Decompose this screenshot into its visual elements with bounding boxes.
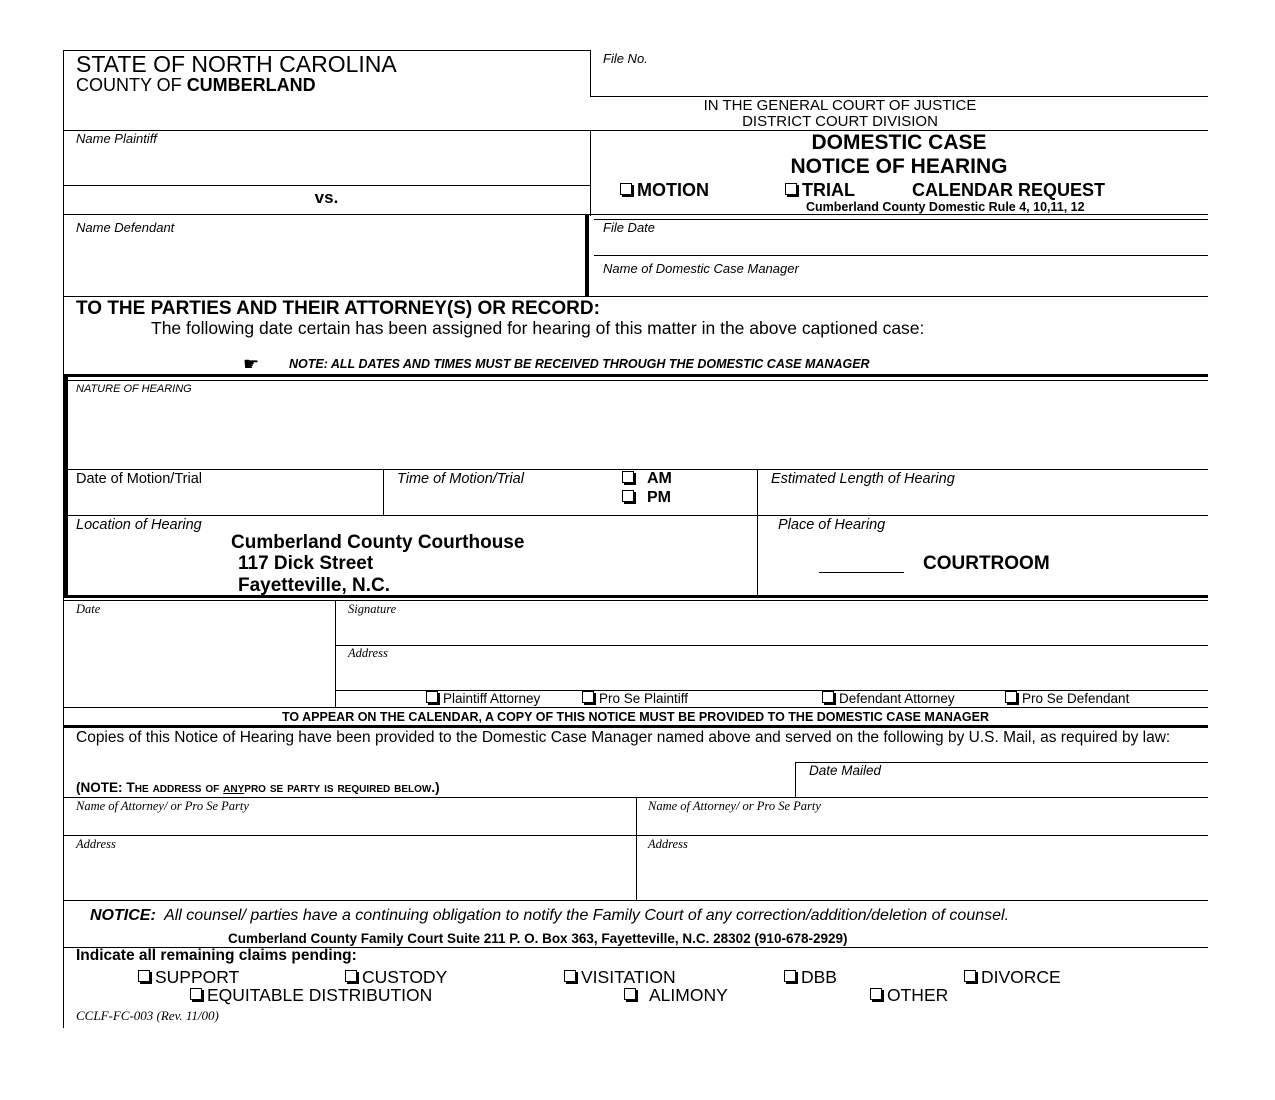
divider (63, 185, 590, 186)
title-line-1: DOMESTIC CASE (811, 131, 987, 154)
other-checkbox[interactable] (870, 988, 882, 1000)
visitation-checkbox[interactable] (564, 970, 576, 982)
attorney-name-label-left: Name of Attorney/ or Pro Se Party (76, 799, 249, 813)
claim-visitation[interactable]: VISITATION (564, 967, 676, 988)
plaintiff-label: Name Plaintiff (76, 131, 157, 146)
equitable-distribution-checkbox[interactable] (190, 988, 202, 1000)
motion-option[interactable]: MOTION (620, 180, 709, 201)
attorney-name-label-right: Name of Attorney/ or Pro Se Party (648, 799, 821, 813)
nature-label: NATURE OF HEARING (76, 383, 192, 395)
calendar-request-label: CALENDAR REQUEST (912, 180, 1106, 200)
file-date-label: File Date (603, 220, 656, 235)
attorney-address-label-left: Address (76, 837, 116, 851)
county-line (76, 75, 316, 96)
pro-se-defendant-checkbox[interactable] (1005, 691, 1017, 703)
pointing-hand-icon: ☛ (243, 354, 260, 374)
pro-se-note: (NOTE: The address of anypro se party is required below.) (76, 779, 440, 795)
place-label: Place of Hearing (778, 517, 886, 533)
continuing-obligation-notice: NOTICE: All counsel/ parties have a continuing obligation to notify the Family Court of any correction/addition/deletion of counsel. (90, 907, 1010, 924)
am-checkbox[interactable] (622, 471, 634, 483)
sig-date-label: Date (76, 602, 101, 616)
divider (63, 214, 1208, 215)
trial-checkbox[interactable] (785, 183, 797, 195)
claim-dbb[interactable]: DBB (784, 967, 837, 988)
county-name: CUMBERLAND (186, 75, 316, 95)
title-line-2: NOTICE OF HEARING (790, 155, 1008, 178)
divider (383, 469, 384, 516)
claims-heading: Indicate all remaining claims pending: (76, 947, 357, 964)
support-checkbox[interactable] (138, 970, 150, 982)
hearing-box-top (63, 374, 1208, 377)
divider (63, 707, 1208, 708)
divider (63, 600, 1208, 601)
service-text: Copies of this Notice of Hearing have been provided to the Domestic Case Manager named above and served on the following by U.S. Mail, as required by law: (76, 729, 1171, 746)
rule-reference: Cumberland County Domestic Rule 4, 10,11, 12 (806, 200, 1085, 214)
attorney-address-label-right: Address (648, 837, 688, 851)
divider (63, 835, 1208, 836)
motion-checkbox[interactable] (620, 183, 632, 195)
claim-custody[interactable]: CUSTODY (345, 967, 447, 988)
parties-body: The following date certain has been assigned for hearing of this matter in the above captioned case: (151, 318, 925, 338)
dates-note: NOTE: ALL DATES AND TIMES MUST BE RECEIVED THROUGH THE DOMESTIC CASE MANAGER (289, 357, 870, 371)
vs-label: vs. (314, 188, 339, 207)
divider (590, 50, 591, 97)
county-prefix: COUNTY OF (76, 75, 182, 95)
divider (68, 380, 1208, 381)
divider (63, 296, 1208, 297)
divider (335, 645, 1208, 646)
defendant-attorney-checkbox[interactable] (822, 691, 834, 703)
divider (594, 219, 1208, 220)
divorce-checkbox[interactable] (964, 970, 976, 982)
location-line-3: Fayetteville, N.C. (238, 575, 391, 596)
location-label: Location of Hearing (76, 517, 202, 533)
claim-support[interactable]: SUPPORT (138, 967, 239, 988)
pro-se-plaintiff-checkbox[interactable] (582, 691, 594, 703)
pro-se-defendant-option[interactable]: Pro Se Defendant (1005, 691, 1129, 706)
divider (795, 762, 796, 798)
courtroom-label: COURTROOM (923, 553, 1050, 574)
dbb-checkbox[interactable] (784, 970, 796, 982)
divider (68, 515, 1208, 516)
pm-option[interactable]: PM (622, 489, 671, 507)
signature-label: Signature (348, 602, 397, 616)
hearing-box-bottom (63, 595, 1208, 598)
form-id: CCLF-FC-003 (Rev. 11/00) (76, 1008, 219, 1023)
state-heading: STATE OF NORTH CAROLINA (76, 51, 397, 77)
time-label: Time of Motion/Trial (397, 471, 524, 487)
location-line-2: 117 Dick Street (238, 553, 374, 574)
court-line-1: IN THE GENERAL COURT OF JUSTICE (703, 97, 977, 114)
double-divider (585, 214, 589, 296)
divider (757, 469, 758, 596)
divider (63, 725, 1208, 728)
location-line-1: Cumberland County Courthouse (231, 532, 525, 553)
calendar-notice: TO APPEAR ON THE CALENDAR, A COPY OF THIS NOTICE MUST BE PROVIDED TO THE DOMESTIC CASE MANAGER (282, 710, 989, 724)
custody-checkbox[interactable] (345, 970, 357, 982)
am-option[interactable]: AM (622, 470, 672, 488)
courtroom-number-line[interactable] (819, 572, 904, 573)
divider (594, 255, 1208, 256)
date-label: Date of Motion/Trial (76, 471, 202, 487)
divider (63, 900, 1208, 901)
alimony-checkbox[interactable] (624, 988, 636, 1000)
parties-heading: TO THE PARTIES AND THEIR ATTORNEY(S) OR RECORD: (76, 298, 600, 319)
pm-checkbox[interactable] (622, 490, 634, 502)
claim-other[interactable]: OTHER (870, 985, 948, 1006)
trial-option[interactable]: TRIAL (785, 180, 855, 201)
defendant-attorney-option[interactable]: Defendant Attorney (822, 691, 955, 706)
plaintiff-attorney-option[interactable]: Plaintiff Attorney (426, 691, 540, 706)
claim-divorce[interactable]: DIVORCE (964, 967, 1061, 988)
length-label: Estimated Length of Hearing (771, 471, 955, 487)
pro-se-plaintiff-option[interactable]: Pro Se Plaintiff (582, 691, 688, 706)
sig-address-label: Address (348, 646, 388, 660)
case-manager-label: Name of Domestic Case Manager (603, 261, 799, 276)
defendant-label: Name Defendant (76, 220, 175, 235)
date-mailed-label: Date Mailed (809, 763, 882, 778)
claim-equitable-distribution[interactable]: EQUITABLE DISTRIBUTION (190, 985, 432, 1006)
file-no-label: File No. (603, 51, 648, 66)
court-line-2: DISTRICT COURT DIVISION (742, 113, 938, 130)
divider (636, 797, 637, 901)
claim-alimony[interactable]: ALIMONY (624, 985, 728, 1006)
court-contact: Cumberland County Family Court Suite 211 P. O. Box 363, Fayetteville, N.C. 28302 (910-678-2929) (228, 931, 848, 946)
plaintiff-attorney-checkbox[interactable] (426, 691, 438, 703)
hearing-box-left (63, 374, 68, 598)
